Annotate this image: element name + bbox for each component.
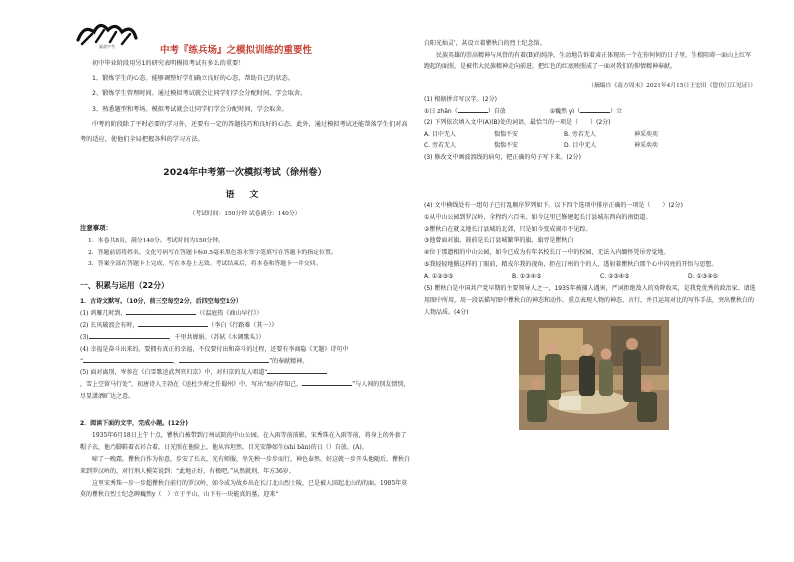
intro-line: 1、锻炼学生的心态。能够调整好学们确立良好的心态，帮助自己的状态。 [92, 75, 294, 83]
intro-line: 2、锻炼学生管理时间。通过模拟考试就会让同学们学会分配时间，学会取舍。 [92, 90, 307, 98]
exam-title: 2024年中考第一次模拟考试（徐州卷） [163, 167, 327, 178]
answer-blank[interactable] [458, 106, 488, 113]
answer-blank[interactable] [126, 308, 196, 315]
passage-paragraph: 1935年6月18日上午十点，瞿秋白被带到汀州试院的中山公园。在入雨等前前影，宋秀珠在入雨等前，将身上的外套了帽子衣，他乃脚鞋着衣衫合着，日光照在他脸上，他从容坦然，目光安静如生(shí bān)的日（）自放。(A)。 [80, 431, 407, 451]
subq-2-options-row [424, 129, 756, 141]
passage-paragraph: 白阳光灿灵'，甚设立着瞿秋白的烈士纪念馆。 [424, 40, 546, 47]
option[interactable]: C. 旁若无人 [424, 142, 457, 150]
option[interactable]: B. 旁若无人 [564, 130, 596, 138]
note-item: 2．答题前请将姓名、文化号码写在答题卡标0.5毫米黑色墨水签字笔填写在答题卡的指定位置。 [88, 249, 337, 256]
intro-section [80, 56, 410, 147]
subject-title: 语 文 [225, 190, 265, 200]
passage-source: （摘编自《南方周末》2021年4月15日王宏田《您仿汀江见证》） [588, 83, 756, 89]
subq-2-head: (2) 下列依次填入文中(A)(B)处的词语，最恰当的一项是（ ）(2分) [424, 119, 611, 127]
subq-4-item: ⑤我轻轻地循这样的丁眼前，精戎尔我的视角，拒在汀州的个的人，透射着瞿秋白那个心中闪亮的开悟与思想。 [424, 260, 718, 268]
question-1-line: (1) 鸿雁几时到， （《温庭筠《商山早行》） [80, 309, 263, 317]
option: 神采奕奕 [634, 142, 659, 150]
intro-line: 3、熟悉题型和考场。模拟考试就会让同学们学会分配时间，学会取舍。 [92, 105, 288, 113]
intro-line: 中考的阶段除了平时必要的学习外，还要有一定的答题技巧和良好的心态。此外，通过模拟考试还能帮落学生们对高考的适应，使他们全局把握各科的学习方法。 [80, 120, 408, 144]
question-1-line: ，雪上空留马行处”，初唐诗人王勃在《送杜少府之任蜀州》中，写出“海内存知己， ”与人间的别友情别，尽显潇洒旷达之意。 [80, 381, 410, 401]
answer-blank[interactable] [580, 106, 610, 113]
passage-paragraph: 这里宋秀珠一步一步超瞿秋白前行的罗汉岭，如今成为故乡出在长汀北山烈士陵，已是被人回起北山的的面。1985年莫莫的瞿秋白烈士纪念碑巍然y（ ）立于平山，山下有一块能真的墓，迎来“ [80, 479, 408, 499]
option[interactable]: A. 目中无人 [424, 130, 456, 138]
subq-1-items: ①日 zhān（ ）自放 ②巍然 yì（ ）立 [424, 107, 623, 115]
intro-line: 初中毕业阶段用另1的研究表明模拟考试有多么的重要！ [92, 60, 245, 67]
section-heading: 一、积累与运用（22分） [80, 281, 169, 290]
historical-painting-illustration [519, 320, 669, 430]
note-item: 1．本卷共8页，满分140分。考试时间为150分钟。 [88, 238, 225, 244]
option[interactable]: C. ②③④⑤ [600, 272, 630, 280]
left-column [80, 0, 410, 562]
subq-1-head: (1) 根据拼音写汉字。(2分) [424, 96, 497, 103]
option[interactable]: B. ①③④⑤ [512, 272, 542, 280]
passage-paragraph: 啼了一晚霜，瞿秋白作为你意，步安了长衣，光有师服，坐先秧一步步而行，神色泰然。好这就一步开头他随后，瞿秋白来到罗汉岭的，对行刑人模笑说到：“此地正好，有极吧。”从然就刑，年方36岁。 [80, 455, 410, 475]
subq-4-item: ③他曾面对旗，鼓前是长汀县城繁华的旗，旗旁是瞿秋白 [424, 237, 574, 245]
subq-4-item: ①从中山公园到罗汉岭，全程约六百米。如今这里已修建起长汀县城东西向的南街道。 [424, 213, 652, 221]
subq-5-text: (5) 瞿秋白是中国共产党早期的主要领导人之一，1935年被捕人遇害，严词拒绝敌人的劝降收买，是我党优秀的政治家。请选用图中所用，用一段话描写图中瞿秋白的神态和动作，重点表现人物的神态、言行，并且运用对比的写作手法，突出瞿秋白的人物品质。(4分) [424, 285, 756, 316]
subq-3-head: (3) 修改文中画波浪线的病句，把正确的句子写下来。(2分) [424, 153, 581, 161]
question-1-line: (5) 面对离别，岑参在《白雪歌送武判官归京》中，对归京的友人唱道“ [80, 367, 410, 379]
right-column [424, 0, 756, 562]
option[interactable]: D. 目中无人 [564, 142, 597, 150]
option: 惴惴不安 [494, 142, 519, 150]
question-1-line: (3) ，千里共婵娟。（苏轼《水调歌头》） [80, 333, 265, 341]
answer-blank[interactable] [89, 332, 169, 339]
notes-list [80, 236, 410, 271]
question-1-line: “ ， ”的奉献精神。 [80, 357, 309, 365]
option[interactable]: D. ①③④⑤ [688, 272, 718, 280]
question-1-line: (4) 幸福是奋斗出来的。要拥有真正的幸福，不仅要付出和奋斗的过程，还要有李商隐《无题》诗句中 [80, 345, 349, 353]
logo-text: 赢战中考 [99, 44, 115, 49]
sub-questions [424, 94, 756, 164]
notes-title: 注意事项： [80, 224, 112, 232]
answer-blank[interactable] [267, 367, 327, 374]
question-1-head: 1．古诗文默写。（10分，前三空每空2分，后四空每空1分） [80, 298, 242, 305]
option[interactable]: A. ①②③⑤ [424, 272, 454, 280]
question-1 [80, 296, 410, 403]
option: 惴惴不安 [494, 130, 519, 138]
question-2-head: 2．阅读下面的文字，完成小题。(12分) [80, 420, 189, 427]
option: 神采奕奕 [634, 130, 659, 138]
subq-4-item: ④位于那遗相的中山公园，如今已成为有年名校长汀一中的校园，无法入内缅怀凭吊旁觉地。 [424, 249, 670, 257]
answer-blank[interactable] [179, 356, 269, 363]
passage-paragraph: 民族英雄的崇高精神与风骨的有着(B)的纯净。生动地告诉着肃正体现出一个在你何何的日子里，生根阻碍一面山上红军跑起的面照，是被伟大民族精神走向前进，把红色的红底映照成了一面对我们的仰情精神奉献。 [424, 51, 752, 71]
subq-4-head: (4) 文中横线处有一组句子已打乱顺序罗列如下。以下四个选项中排序正确的一项是（ ）(2分) [424, 202, 683, 209]
answer-blank[interactable] [302, 379, 352, 386]
banner-heading: 中考『练兵场』之模拟训练的重要性 [160, 45, 313, 56]
subq-4-options [424, 271, 756, 283]
subq-4 [424, 200, 756, 283]
subq-5 [424, 283, 756, 318]
note-item: 3．答案全部在答题卡上完成，写在本卷上无效。考试结束后，将本卷和答题卡一并交回。 [88, 261, 322, 268]
answer-blank[interactable] [138, 320, 208, 327]
passage-continued [424, 38, 756, 73]
subq-4-item: ②瞿秋白在就义地长汀县城的北郊，只是如今变成闹市不见踪。 [424, 225, 592, 233]
subq-2-options-row [424, 140, 756, 152]
question-2 [80, 418, 410, 501]
question-1-line: (2) 长风破浪会有时， （李白《行路难（其一）》 [80, 321, 278, 329]
exam-meta: （考试时间：150分钟 试卷满分：140分） [189, 211, 301, 217]
answer-blank[interactable] [83, 356, 173, 363]
